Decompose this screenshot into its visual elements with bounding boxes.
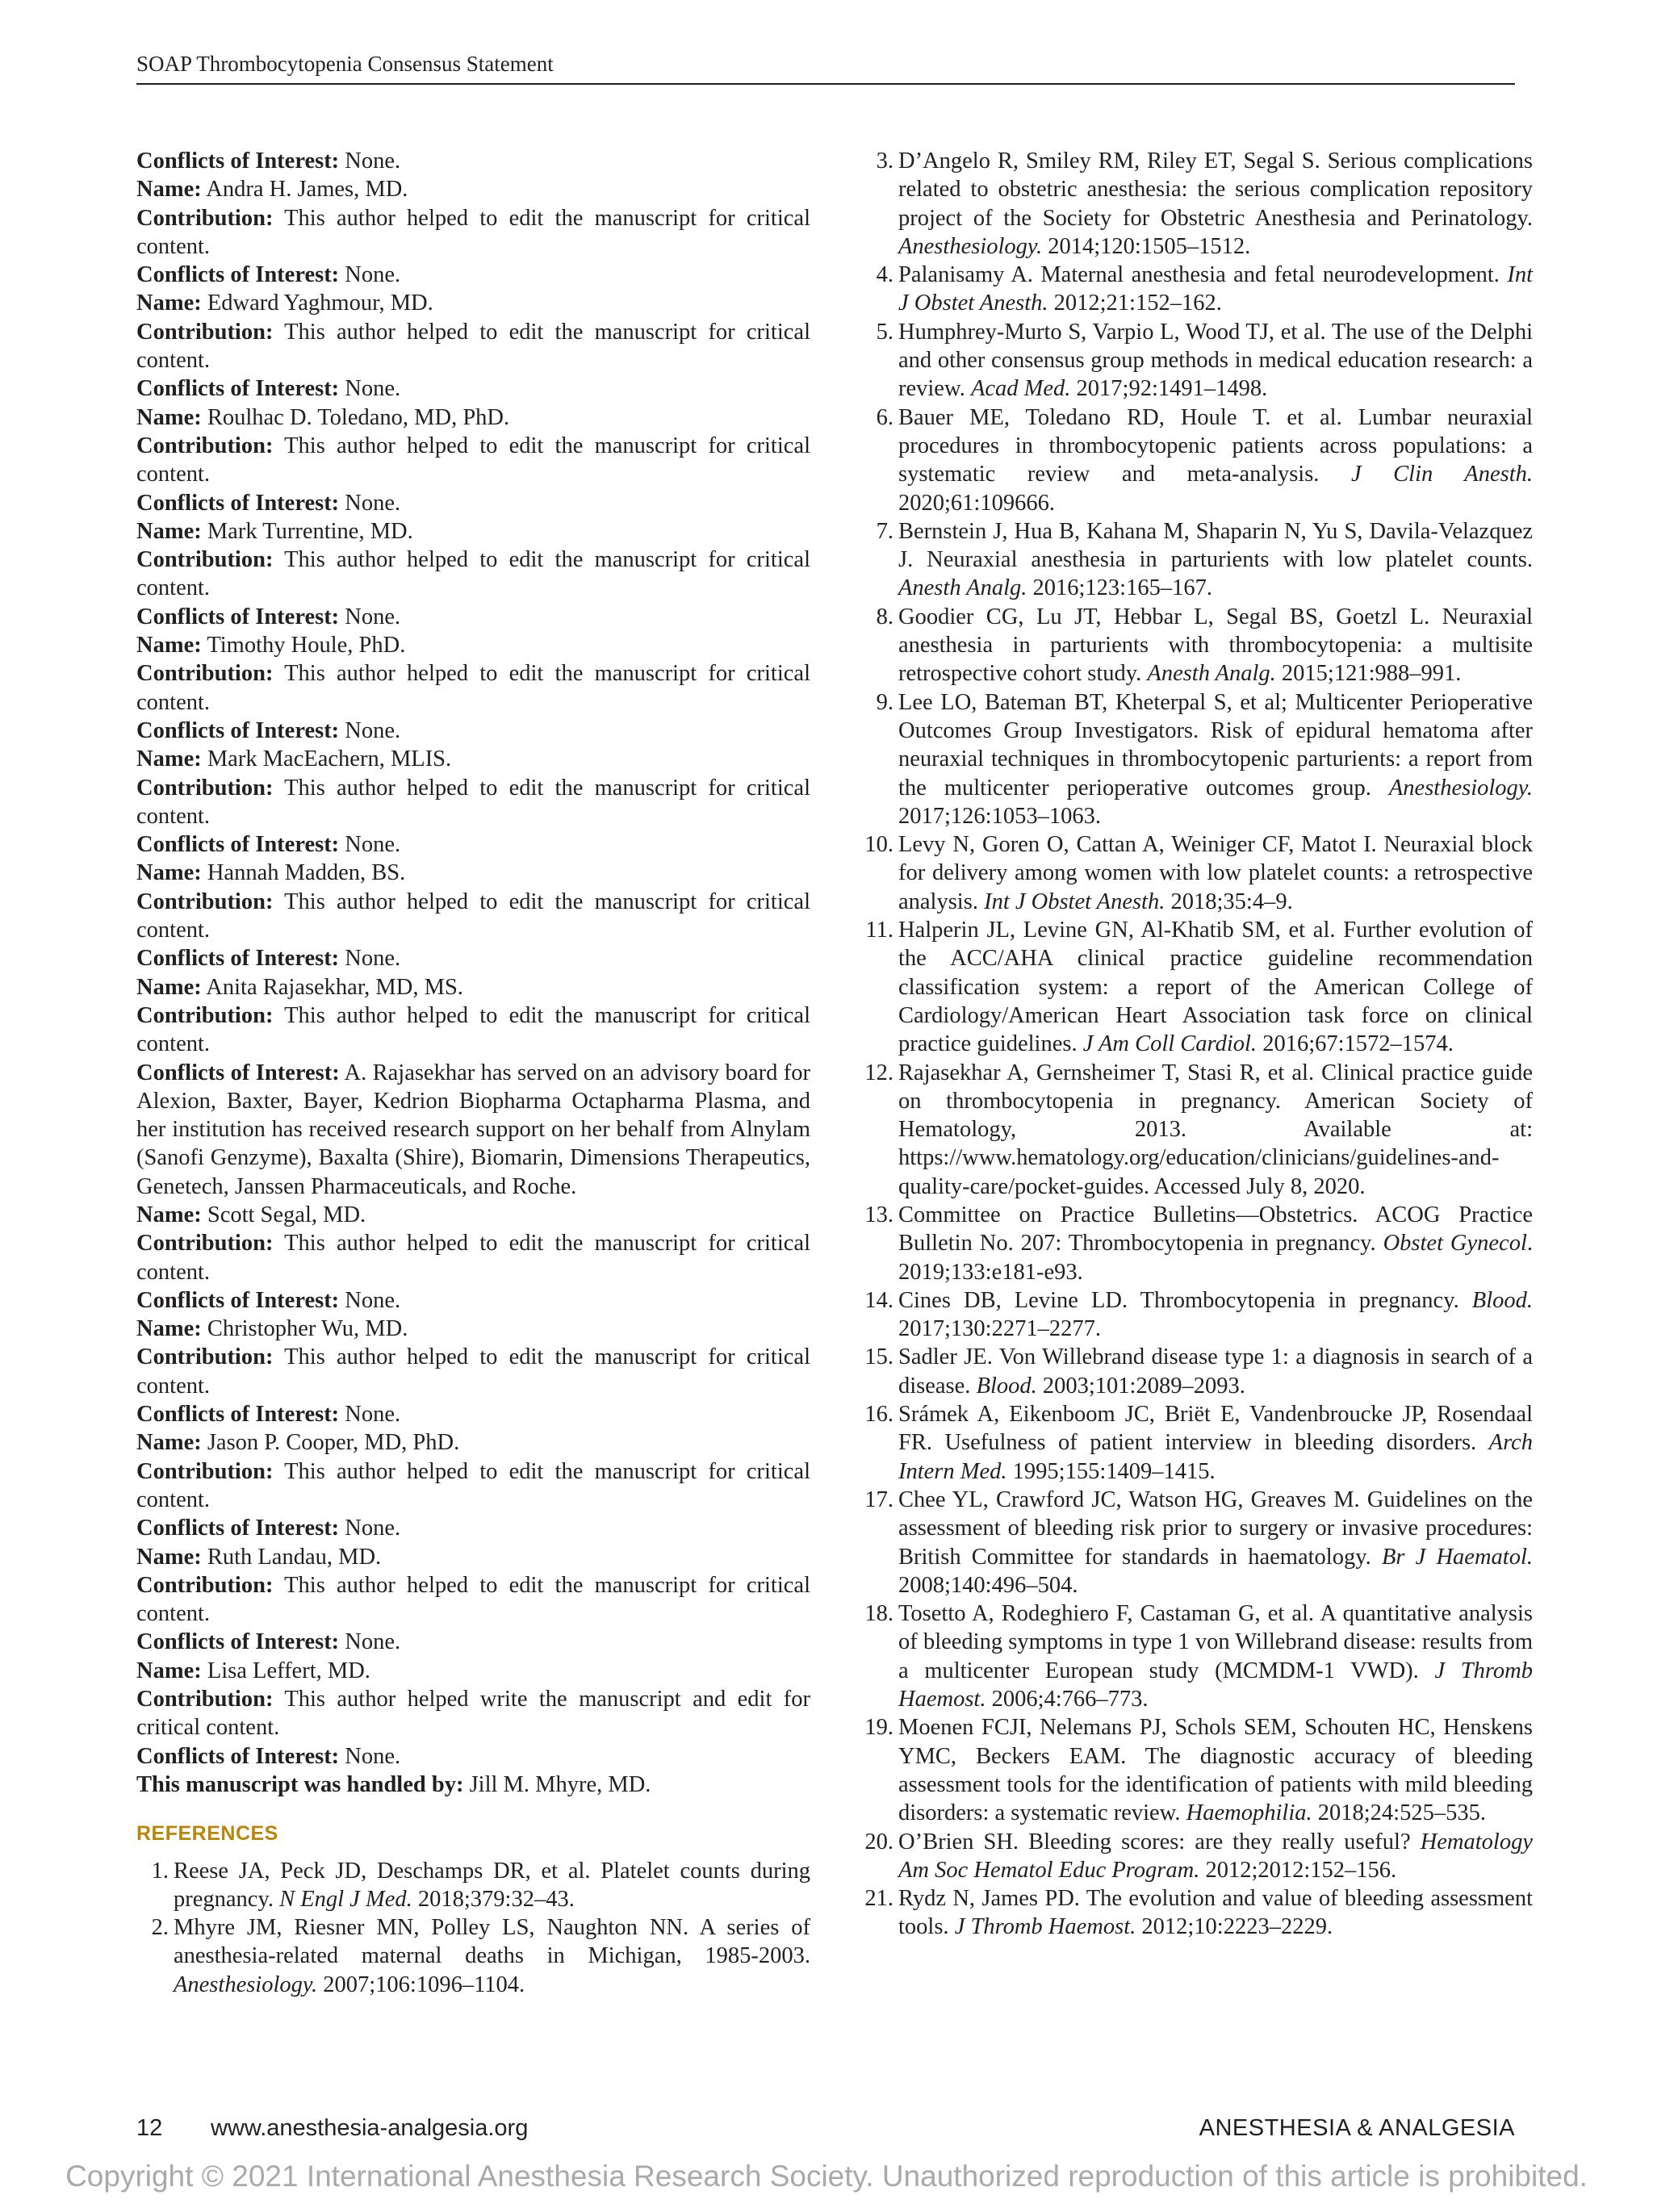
reference-journal: Hematology Am Soc Hematol Educ Program.: [898, 1829, 1533, 1883]
author-entry: [136, 1657, 810, 1685]
reference-number: 12.: [864, 1060, 893, 1085]
reference-number: 21.: [864, 1886, 893, 1912]
entry-text: None.: [339, 376, 401, 402]
author-entry: [136, 1514, 810, 1542]
author-entry: [136, 944, 810, 972]
reference-citation: 1995;155:1409–1415.: [1006, 1458, 1216, 1484]
author-entry: [136, 489, 810, 517]
references-list-right: [861, 147, 1533, 1942]
reference-number: 1.: [151, 1858, 169, 1884]
author-entry: [136, 374, 810, 403]
entry-label: Name:: [136, 291, 202, 316]
author-entry: [136, 1001, 810, 1059]
author-entry: [136, 774, 810, 831]
reference-journal: Anesth Analg.: [1147, 661, 1276, 687]
entry-label: Name:: [136, 633, 202, 659]
author-entry: [136, 1201, 810, 1229]
reference-text: Rajasekhar A, Gernsheimer T, Stasi R, et al. Clinical practice guide on thrombocytopenia in pregnancy. American Society of Hematology, 2013. Available at: https://www.hematology.org/education/clinicians/guidelines-and-quality-care/pocket-guides. Accessed July 8, 2020.: [898, 1060, 1533, 1199]
reference-citation: 2016;67:1572–1574.: [1257, 1031, 1454, 1057]
author-entry: [136, 1400, 810, 1428]
entry-label: Contribution:: [136, 433, 274, 458]
left-column: [136, 147, 810, 1999]
references-list-left: [136, 1857, 810, 1999]
reference-number: 3.: [876, 148, 893, 174]
reference-item: [136, 1857, 810, 1914]
author-entry: [136, 603, 810, 631]
reference-text: Lee LO, Bateman BT, Kheterpal S, et al; Multicenter Perioperative Outcomes Group Investigators. Risk of epidural hematoma after neuraxial techniques in thrombocytopenic parturients: a report from the multicenter perioperative outcomes group.: [898, 689, 1533, 801]
reference-text: Moenen FCJI, Nelemans PJ, Schols SEM, Schouten HC, Henskens YMC, Beckers EAM. The diagnostic accuracy of bleeding assessment tools for the identification of patients with mild bleeding disorders: a systematic review.: [898, 1715, 1533, 1826]
entry-label: Name:: [136, 1544, 202, 1570]
entry-text: A. Rajasekhar has served on an advisory board for Alexion, Baxter, Bayer, Kedrion Biopharma Octapharma Plasma, and her institution has received research support on her behalf from Alnylam (Sanofi Genzyme), Baxalta (Shire), Biomarin, Dimensions Therapeutics, Genetech, Janssen Pharmaceuticals, and Roche.: [136, 1060, 810, 1199]
entry-text: None.: [339, 832, 401, 858]
entry-text: None.: [339, 148, 401, 174]
entry-label: Name:: [136, 518, 202, 544]
entry-label: Name:: [136, 404, 202, 430]
reference-number: 18.: [864, 1601, 893, 1627]
entry-label: Contribution:: [136, 1687, 274, 1712]
entry-label: Contribution:: [136, 547, 274, 573]
reference-journal: J Clin Anesth.: [1350, 462, 1533, 487]
reference-text: Halperin JL, Levine GN, Al-Khatib SM, et al. Further evolution of the ACC/AHA clinical practice guideline recommendation classification system: a report of the American College of Cardiology/American Heart Association task force on clinical practice guidelines.: [898, 918, 1533, 1057]
entry-text: This author helped to edit the manuscript for critical content.: [136, 1231, 810, 1285]
website-link[interactable]: www.anesthesia-analgesia.org: [211, 2115, 529, 2141]
entry-text: Hannah Madden, BS.: [201, 860, 406, 886]
author-entry: [136, 1457, 810, 1515]
right-column: [861, 147, 1533, 1942]
entry-label: Name:: [136, 974, 202, 1000]
entry-label: Conflicts of Interest:: [136, 148, 340, 174]
reference-item: [861, 1343, 1533, 1400]
entry-label: Name:: [136, 1316, 202, 1342]
entry-text: This author helped to edit the manuscript for critical content.: [136, 1458, 810, 1512]
entry-label: Name:: [136, 1658, 202, 1683]
reference-citation: 2006;4:766–773.: [986, 1687, 1149, 1712]
entry-label: Conflicts of Interest:: [136, 604, 340, 629]
entry-text: Timothy Houle, PhD.: [201, 633, 406, 659]
reference-journal: Acad Med.: [970, 376, 1071, 402]
reference-text: Mhyre JM, Riesner MN, Polley LS, Naughton NN. A series of anesthesia-related maternal deaths in Michigan, 1985-2003.: [174, 1915, 810, 1969]
references-heading: REFERENCES: [136, 1822, 278, 1846]
reference-journal: J Thromb Haemost.: [898, 1658, 1533, 1712]
entry-text: This author helped to edit the manuscript for critical content.: [136, 1344, 810, 1399]
reference-item: [861, 1713, 1533, 1827]
reference-citation: 2020;61:109666.: [898, 490, 1055, 516]
reference-journal: Anesthesiology.: [1388, 775, 1533, 801]
reference-text: Bauer ME, Toledano RD, Houle T. et al. Lumbar neuraxial procedures in thrombocytopenic patients across populations: a systematic review and meta-analysis.: [898, 404, 1533, 487]
author-entry: [136, 546, 810, 603]
entry-label: Conflicts of Interest:: [136, 262, 340, 288]
reference-item: [861, 1059, 1533, 1201]
author-entry: [136, 1315, 810, 1343]
author-entry: [136, 432, 810, 489]
entry-text: This author helped to edit the manuscript for critical content.: [136, 319, 810, 374]
entry-label: Conflicts of Interest:: [136, 490, 340, 516]
reference-text: Srámek A, Eikenboom JC, Briët E, Vandenbroucke JP, Rosendaal FR. Usefulness of patient interview in bleeding disorders.: [898, 1402, 1533, 1456]
entry-label: Contribution:: [136, 775, 274, 801]
entry-label: Name:: [136, 1430, 202, 1456]
journal-name: ANESTHESIA & ANALGESIA: [1199, 2115, 1515, 2141]
reference-item: [861, 830, 1533, 916]
page-footer: [136, 2115, 1515, 2147]
entry-text: This author helped to edit the manuscript for critical content.: [136, 775, 810, 829]
reference-number: 6.: [876, 404, 893, 430]
entry-text: None.: [339, 1743, 401, 1769]
reference-journal: J Am Coll Cardiol.: [1082, 1031, 1258, 1057]
reference-item: [861, 318, 1533, 404]
reference-item: [861, 1599, 1533, 1713]
reference-text: Committee on Practice Bulletins—Obstetrics. ACOG Practice Bulletin No. 207: Thrombocytopenia in pregnancy.: [898, 1202, 1533, 1257]
entry-label: This manuscript was handled by:: [136, 1771, 464, 1797]
reference-number: 15.: [864, 1344, 893, 1370]
entry-text: This author helped to edit the manuscript for critical content.: [136, 661, 810, 715]
author-entry: [136, 1742, 810, 1771]
entry-label: Contribution:: [136, 1344, 274, 1370]
reference-number: 2.: [151, 1915, 169, 1941]
reference-item: [861, 1486, 1533, 1599]
entry-text: None.: [339, 946, 401, 972]
reference-citation: 2016;123:165–167.: [1027, 575, 1212, 601]
author-entry: [136, 404, 810, 432]
reference-citation: 2017;130:2271–2277.: [898, 1316, 1101, 1342]
entry-label: Name:: [136, 177, 202, 203]
page-number: 12: [136, 2115, 163, 2141]
running-head: [136, 52, 1515, 85]
entry-label: Conflicts of Interest:: [136, 1629, 340, 1655]
reference-citation: 2014;120:1505–1512.: [1042, 233, 1251, 259]
entry-text: Mark Turrentine, MD.: [201, 518, 413, 544]
reference-item: [861, 261, 1533, 318]
author-entry: [136, 888, 810, 945]
reference-number: 14.: [864, 1287, 893, 1313]
author-entry: [136, 1771, 810, 1799]
entry-label: Conflicts of Interest:: [136, 1060, 340, 1085]
entry-label: Name:: [136, 860, 202, 886]
entry-text: This author helped to edit the manuscript for critical content.: [136, 547, 810, 601]
author-entry: [136, 1286, 810, 1315]
reference-citation: 2015;121:988–991.: [1275, 661, 1462, 687]
running-title: SOAP Thrombocytopenia Consensus Statement: [136, 52, 554, 76]
reference-citation: 2012;10:2223–2229.: [1136, 1914, 1333, 1940]
author-entry: [136, 973, 810, 1001]
author-entry: [136, 517, 810, 546]
entry-label: Contribution:: [136, 1572, 274, 1598]
reference-item: [861, 147, 1533, 261]
reference-journal: Haemophilia.: [1186, 1800, 1312, 1826]
entry-label: Conflicts of Interest:: [136, 376, 340, 402]
reference-journal: Anesthesiology.: [174, 1972, 318, 1997]
entry-text: Roulhac D. Toledano, MD, PhD.: [201, 404, 510, 430]
reference-citation: 2008;140:496–504.: [898, 1572, 1078, 1598]
reference-text: Palanisamy A. Maternal anesthesia and fetal neurodevelopment.: [898, 262, 1508, 288]
entry-text: This author helped to edit the manuscript for critical content.: [136, 1002, 810, 1057]
reference-item: [861, 1400, 1533, 1486]
reference-item: [861, 688, 1533, 830]
reference-citation: 2018;35:4–9.: [1165, 889, 1293, 914]
author-entry: [136, 204, 810, 261]
author-entry: [136, 1428, 810, 1457]
entry-label: Conflicts of Interest:: [136, 946, 340, 972]
reference-citation: 2012;2012:152–156.: [1199, 1857, 1397, 1883]
author-contributions: [136, 147, 810, 1799]
reference-number: 16.: [864, 1402, 893, 1428]
author-entry: [136, 289, 810, 317]
entry-label: Contribution:: [136, 1458, 274, 1484]
reference-journal: Anesth Analg.: [898, 575, 1027, 601]
reference-item: [136, 1913, 810, 1999]
author-entry: [136, 859, 810, 887]
entry-text: None.: [339, 717, 401, 743]
reference-citation: 2018;379:32–43.: [412, 1886, 575, 1912]
author-entry: [136, 1628, 810, 1656]
reference-item: [861, 1201, 1533, 1286]
reference-text: Humphrey-Murto S, Varpio L, Wood TJ, et al. The use of the Delphi and other consensus group methods in medical education research: a review.: [898, 319, 1533, 402]
author-entry: [136, 1685, 810, 1742]
reference-text: Tosetto A, Rodeghiero F, Castaman G, et al. A quantitative analysis of bleeding symptoms in type 1 von Willebrand disease: results from a multicenter European study (MCMDM-1 VWD).: [898, 1601, 1533, 1683]
entry-text: Edward Yaghmour, MD.: [201, 291, 433, 316]
entry-label: Conflicts of Interest:: [136, 1287, 340, 1313]
reference-journal: Blood.: [976, 1373, 1037, 1399]
entry-text: Anita Rajasekhar, MD, MS.: [201, 974, 463, 1000]
entry-text: Scott Segal, MD.: [201, 1202, 366, 1227]
entry-label: Contribution:: [136, 889, 274, 914]
entry-text: Christopher Wu, MD.: [201, 1316, 408, 1342]
reference-citation: 2017;126:1053–1063.: [898, 803, 1101, 829]
entry-label: Conflicts of Interest:: [136, 1402, 340, 1428]
entry-text: Mark MacEachern, MLIS.: [201, 746, 452, 772]
entry-label: Name:: [136, 746, 202, 772]
reference-number: 17.: [864, 1487, 893, 1512]
author-entry: [136, 318, 810, 375]
reference-text: Levy N, Goren O, Cattan A, Weiniger CF, Matot I. Neuraxial block for delivery among women with low platelet counts: a retrospective analysis.: [898, 832, 1533, 914]
entry-label: Conflicts of Interest:: [136, 832, 340, 858]
reference-item: [861, 603, 1533, 688]
entry-label: Contribution:: [136, 1002, 274, 1028]
entry-text: None.: [339, 262, 401, 288]
reference-text: D’Angelo R, Smiley RM, Riley ET, Segal S. Serious complications related to obstetric anesthesia: the serious complication repository project of the Society for Obstetric Anesthesia and Perinatology.: [898, 148, 1533, 231]
reference-journal: Br J Haematol.: [1381, 1544, 1533, 1570]
reference-number: 19.: [864, 1715, 893, 1741]
reference-journal: Int J Obstet Anesth.: [898, 262, 1533, 316]
reference-text: Sadler JE. Von Willebrand disease type 1: a diagnosis in search of a disease.: [898, 1344, 1533, 1399]
reference-number: 20.: [864, 1829, 893, 1854]
reference-number: 10.: [864, 832, 893, 858]
author-entry: [136, 147, 810, 175]
entry-label: Contribution:: [136, 319, 274, 345]
reference-text: Cines DB, Levine LD. Thrombocytopenia in pregnancy.: [898, 1287, 1472, 1313]
entry-text: Lisa Leffert, MD.: [201, 1658, 370, 1683]
reference-citation: 2012;21:152–162.: [1048, 291, 1222, 316]
author-entry: [136, 1059, 810, 1201]
entry-label: Contribution:: [136, 1231, 274, 1257]
entry-text: None.: [339, 1402, 401, 1428]
entry-text: This author helped to edit the manuscript for critical content.: [136, 433, 810, 487]
reference-item: [861, 1828, 1533, 1885]
entry-text: Ruth Landau, MD.: [201, 1544, 382, 1570]
author-entry: [136, 1543, 810, 1571]
reference-citation: 2017;92:1491–1498.: [1070, 376, 1268, 402]
author-entry: [136, 631, 810, 659]
reference-citation: 2007;106:1096–1104.: [317, 1972, 525, 1997]
reference-number: 4.: [876, 262, 893, 288]
reference-journal: Int J Obstet Anesth.: [984, 889, 1165, 914]
reference-journal: Arch Intern Med.: [898, 1430, 1533, 1484]
reference-text: Goodier CG, Lu JT, Hebbar L, Segal BS, Goetzl L. Neuraxial anesthesia in parturients with thrombocytopenia: a multisite retrospective cohort study.: [898, 604, 1533, 687]
entry-label: Contribution:: [136, 205, 274, 231]
entry-text: This author helped to edit the manuscript for critical content.: [136, 889, 810, 943]
reference-number: 13.: [864, 1202, 893, 1227]
reference-text: O’Brien SH. Bleeding scores: are they really useful?: [898, 1829, 1421, 1854]
entry-label: Conflicts of Interest:: [136, 1743, 340, 1769]
reference-item: [861, 1884, 1533, 1942]
copyright-notice: Copyright © 2021 International Anesthesia Research Society. Unauthorized reproduction of this article is prohibited.: [65, 2160, 1588, 2193]
reference-item: [861, 517, 1533, 603]
author-entry: [136, 1343, 810, 1400]
reference-text: Bernstein J, Hua B, Kahana M, Shaparin N, Yu S, Davila-Velazquez J. Neuraxial anesthesia in parturients with low platelet counts.: [898, 518, 1533, 573]
author-entry: [136, 261, 810, 289]
reference-journal: N Engl J Med.: [279, 1886, 412, 1912]
author-entry: [136, 745, 810, 773]
entry-text: Jason P. Cooper, MD, PhD.: [201, 1430, 460, 1456]
entry-text: Andra H. James, MD.: [201, 177, 408, 203]
reference-citation: 2003;101:2089–2093.: [1036, 1373, 1245, 1399]
entry-label: Contribution:: [136, 661, 274, 687]
author-entry: [136, 659, 810, 717]
reference-journal: J Thromb Haemost.: [954, 1914, 1136, 1940]
entry-text: None.: [339, 1516, 401, 1541]
reference-item: [861, 1286, 1533, 1344]
entry-text: None.: [339, 490, 401, 516]
reference-number: 7.: [876, 518, 893, 544]
reference-citation: 2018;24:525–535.: [1312, 1800, 1486, 1826]
entry-text: None.: [339, 1629, 401, 1655]
reference-text: Rydz N, James PD. The evolution and value of bleeding assessment tools.: [898, 1886, 1533, 1940]
entry-label: Conflicts of Interest:: [136, 717, 340, 743]
entry-text: This author helped to edit the manuscript for critical content.: [136, 1572, 810, 1627]
entry-text: None.: [339, 604, 401, 629]
reference-journal: Obstet Gynecol: [1383, 1231, 1527, 1257]
reference-number: 5.: [876, 319, 893, 345]
author-entry: [136, 830, 810, 859]
author-entry: [136, 1571, 810, 1629]
author-entry: [136, 717, 810, 745]
entry-text: This author helped to edit the manuscript for critical content.: [136, 205, 810, 259]
reference-journal: Anesthesiology.: [898, 233, 1043, 259]
reference-number: 9.: [876, 689, 893, 715]
reference-item: [861, 916, 1533, 1058]
reference-text: Chee YL, Crawford JC, Watson HG, Greaves M. Guidelines on the assessment of bleeding risk prior to surgery or invasive procedures: British Committee for standards in haematology.: [898, 1487, 1533, 1570]
author-entry: [136, 1229, 810, 1286]
entry-label: Conflicts of Interest:: [136, 1516, 340, 1541]
reference-journal: Blood.: [1471, 1287, 1533, 1313]
reference-number: 11.: [865, 918, 893, 943]
entry-text: Jill M. Mhyre, MD.: [463, 1771, 651, 1797]
reference-number: 8.: [876, 604, 893, 629]
reference-item: [861, 404, 1533, 517]
entry-text: None.: [339, 1287, 401, 1313]
entry-text: This author helped write the manuscript and edit for critical content.: [136, 1687, 810, 1741]
reference-text: Reese JA, Peck JD, Deschamps DR, et al. Platelet counts during pregnancy.: [174, 1858, 810, 1912]
entry-label: Name:: [136, 1202, 202, 1227]
author-entry: [136, 175, 810, 203]
reference-citation: . 2019;133:e181-e93.: [898, 1231, 1534, 1285]
